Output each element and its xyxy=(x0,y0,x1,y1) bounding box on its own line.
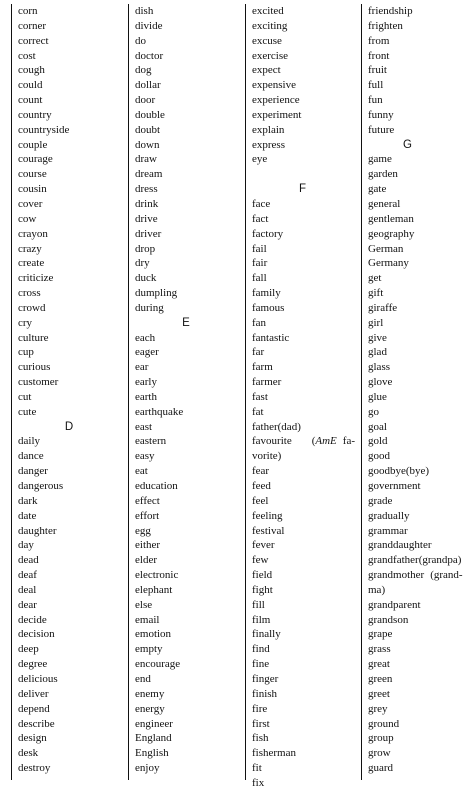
word-entry: explain xyxy=(252,123,285,136)
word-entry: finally xyxy=(252,628,281,641)
word-entry: fact xyxy=(252,212,269,225)
word-entry: doctor xyxy=(135,49,164,62)
word-entry: exercise xyxy=(252,49,289,62)
word-entry: grass xyxy=(368,643,391,656)
word-entry: dry xyxy=(135,257,150,270)
word-entry: England xyxy=(135,732,172,745)
word-entry: dear xyxy=(18,598,37,611)
word-entry: grandfather(grandpa) xyxy=(368,554,462,567)
word-entry: danger xyxy=(18,465,48,478)
word-entry: fan xyxy=(252,316,267,329)
word-entry: dress xyxy=(135,183,158,196)
word-entry: fail xyxy=(252,242,267,255)
word-entry: express xyxy=(252,138,285,151)
word-entry: couple xyxy=(18,138,48,151)
word-entry: father(dad) xyxy=(252,420,301,433)
word-entry: divide xyxy=(135,19,163,32)
word-entry: grandson xyxy=(368,613,409,626)
word-entry: day xyxy=(18,539,34,552)
word-entry: German xyxy=(368,242,404,255)
word-entry: fever xyxy=(252,539,275,552)
word-entry: destroy xyxy=(18,762,51,775)
word-entry: decide xyxy=(18,613,47,626)
word-entry: government xyxy=(368,480,421,492)
word-entry: grey xyxy=(368,702,388,715)
word-entry: funny xyxy=(368,108,394,121)
word-entry: email xyxy=(135,613,160,626)
word-entry: cut xyxy=(18,390,32,403)
word-entry: fear xyxy=(252,465,270,478)
region-label: AmE xyxy=(315,435,337,448)
word-entry: dead xyxy=(18,554,39,567)
word-entry: give xyxy=(368,331,387,344)
word-entry: face xyxy=(252,197,271,210)
word-entry: corner xyxy=(18,19,47,32)
word-entry: earth xyxy=(135,390,157,403)
word-entry: each xyxy=(135,331,156,344)
word-entry: factory xyxy=(252,227,284,240)
word-entry: cute xyxy=(18,405,37,418)
word-entry: count xyxy=(18,94,43,107)
word-entry: finger xyxy=(252,672,279,685)
word-entry: fair xyxy=(252,257,268,270)
word-entry: crowd xyxy=(18,301,46,314)
word-entry: first xyxy=(252,717,270,730)
word-entry: enjoy xyxy=(135,762,160,775)
word-entry: exciting xyxy=(252,19,288,32)
word-column-4 xyxy=(361,4,463,780)
word-entry: fall xyxy=(252,272,267,285)
section-letter: G xyxy=(403,138,412,151)
word-entry: do xyxy=(135,34,146,47)
word-column-2 xyxy=(128,4,245,780)
word-entry-favourite xyxy=(252,434,361,449)
word-entry: good xyxy=(368,450,390,463)
word-entry: east xyxy=(135,420,153,433)
word-entry: film xyxy=(252,613,271,626)
word-entry: group xyxy=(368,732,394,745)
word-entry: eye xyxy=(252,153,268,166)
paren: ( xyxy=(311,435,316,448)
word-entry: fight xyxy=(252,583,273,596)
word-entry: giraffe xyxy=(368,301,398,314)
word-entry: create xyxy=(18,257,45,270)
word-entry: ground xyxy=(368,717,400,730)
word-entry: course xyxy=(18,168,47,181)
word-entry: glad xyxy=(368,346,387,359)
word-entry: game xyxy=(368,153,392,166)
word-entry: grandparent xyxy=(368,598,421,611)
word-entry: dish xyxy=(135,5,154,17)
word-entry: effect xyxy=(135,494,160,507)
word-entry: field xyxy=(252,569,273,582)
word-entry: cough xyxy=(18,64,45,77)
word-entry: deep xyxy=(18,643,39,656)
word-entry: enemy xyxy=(135,687,165,700)
word-entry: fun xyxy=(368,94,383,107)
word-text: favourite xyxy=(252,435,292,448)
word-entry: far xyxy=(252,346,265,359)
word-entry: daughter xyxy=(18,524,57,537)
word-entry: finish xyxy=(252,687,278,700)
word-entry-grandmother xyxy=(368,568,463,583)
word-entry: frighten xyxy=(368,19,403,32)
word-entry: describe xyxy=(18,717,55,730)
word-entry: experience xyxy=(252,94,300,107)
word-entry: cry xyxy=(18,316,33,329)
word-entry: engineer xyxy=(135,717,173,730)
word-entry: fine xyxy=(252,658,270,671)
variant-text: fa- xyxy=(342,435,355,448)
word-entry: glass xyxy=(368,361,390,374)
variant-note xyxy=(312,434,355,449)
word-entry: feed xyxy=(252,480,271,492)
word-entry: either xyxy=(135,539,161,552)
word-entry: degree xyxy=(18,658,48,671)
word-entry: egg xyxy=(135,524,151,537)
word-entry: dollar xyxy=(135,79,161,92)
word-entry: end xyxy=(135,672,151,685)
word-entry: elder xyxy=(135,554,157,567)
word-entry: ear xyxy=(135,361,149,374)
word-entry: go xyxy=(368,405,379,418)
word-entry: future xyxy=(368,123,395,136)
word-entry: famous xyxy=(252,301,285,314)
word-entry: curious xyxy=(18,361,51,374)
section-letter: D xyxy=(64,420,74,433)
word-entry: cousin xyxy=(18,183,47,196)
word-entry: fat xyxy=(252,405,264,418)
word-entry-continuation: ma) xyxy=(368,583,386,596)
word-entry: find xyxy=(252,643,270,656)
word-entry: driver xyxy=(135,227,162,240)
word-entry: English xyxy=(135,747,169,760)
word-entry: door xyxy=(135,94,156,107)
word-entry: excuse xyxy=(252,34,282,47)
word-entry: corn xyxy=(18,5,38,17)
word-entry: encourage xyxy=(135,658,181,671)
word-entry: fisherman xyxy=(252,747,296,760)
word-entry: electronic xyxy=(135,569,179,582)
word-entry: cover xyxy=(18,197,43,210)
word-entry: delicious xyxy=(18,672,58,685)
word-entry: get xyxy=(368,272,382,285)
word-entry: family xyxy=(252,287,281,300)
word-entry: crayon xyxy=(18,227,48,240)
word-text: grandmother xyxy=(368,569,425,582)
word-entry: during xyxy=(135,301,164,314)
word-entry: country xyxy=(18,108,52,121)
word-entry: dream xyxy=(135,168,163,181)
word-entry: fruit xyxy=(368,64,387,77)
word-entry: decision xyxy=(18,628,55,641)
word-entry: draw xyxy=(135,153,157,166)
word-entry: energy xyxy=(135,702,165,715)
word-entry: drink xyxy=(135,197,159,210)
word-entry: grade xyxy=(368,494,393,507)
word-entry: fantastic xyxy=(252,331,290,344)
word-entry: feel xyxy=(252,494,269,507)
word-entry: grow xyxy=(368,747,391,760)
word-entry: great xyxy=(368,658,390,671)
word-entry: garden xyxy=(368,168,398,181)
word-entry: feeling xyxy=(252,509,283,522)
word-entry: girl xyxy=(368,316,384,329)
word-entry: countryside xyxy=(18,123,70,136)
word-entry: crazy xyxy=(18,242,42,255)
word-entry: green xyxy=(368,672,393,685)
word-entry: deal xyxy=(18,583,37,596)
word-entry: could xyxy=(18,79,43,92)
word-entry: dog xyxy=(135,64,152,77)
word-entry: front xyxy=(368,49,390,62)
word-entry: fish xyxy=(252,732,269,745)
word-entry: general xyxy=(368,197,401,210)
word-entry: easy xyxy=(135,450,155,463)
word-entry: correct xyxy=(18,34,49,47)
word-entry: gradually xyxy=(368,509,410,522)
word-entry: festival xyxy=(252,524,285,537)
word-entry: emotion xyxy=(135,628,172,641)
word-entry: grammar xyxy=(368,524,408,537)
word-entry: glove xyxy=(368,376,393,389)
word-entry: effort xyxy=(135,509,160,522)
section-letter: E xyxy=(182,316,190,329)
word-entry: education xyxy=(135,480,178,492)
word-entry: goodbye(bye) xyxy=(368,465,430,478)
word-entry: cross xyxy=(18,287,41,300)
word-entry: fit xyxy=(252,762,262,775)
word-entry: fill xyxy=(252,598,265,611)
spacer xyxy=(252,167,361,182)
word-entry: experiment xyxy=(252,108,302,121)
word-column-1 xyxy=(11,4,128,780)
word-entry: Germany xyxy=(368,257,409,270)
word-entry: fire xyxy=(252,702,268,715)
word-entry: cow xyxy=(18,212,37,225)
variant-text: (grand- xyxy=(430,569,463,582)
word-entry: dark xyxy=(18,494,38,507)
word-entry: cup xyxy=(18,346,34,359)
word-entry: else xyxy=(135,598,153,611)
word-entry: drive xyxy=(135,212,158,225)
word-entry: farmer xyxy=(252,376,282,389)
word-entry: culture xyxy=(18,331,49,344)
word-entry: granddaughter xyxy=(368,539,432,552)
word-entry: cost xyxy=(18,49,36,62)
word-entry: greet xyxy=(368,687,390,700)
word-entry: full xyxy=(368,79,384,92)
word-entry: eager xyxy=(135,346,159,359)
word-entry: drop xyxy=(135,242,156,255)
word-entry: date xyxy=(18,509,37,522)
word-entry: friendship xyxy=(368,5,413,17)
word-entry: geography xyxy=(368,227,415,240)
word-entry: earthquake xyxy=(135,405,184,418)
word-entry: courage xyxy=(18,153,53,166)
word-entry: dance xyxy=(18,450,44,463)
word-entry: desk xyxy=(18,747,39,760)
word-entry: down xyxy=(135,138,160,151)
word-entry: grape xyxy=(368,628,393,641)
word-entry: deliver xyxy=(18,687,49,700)
word-entry: fix xyxy=(252,776,265,789)
word-entry: doubt xyxy=(135,123,161,136)
word-entry: design xyxy=(18,732,47,745)
word-entry: guard xyxy=(368,762,394,775)
word-entry: excited xyxy=(252,5,284,17)
section-letter: F xyxy=(298,183,307,196)
word-entry: from xyxy=(368,34,390,47)
word-entry: dumpling xyxy=(135,287,178,300)
word-entry: customer xyxy=(18,376,59,389)
word-entry: gate xyxy=(368,183,387,196)
word-entry: double xyxy=(135,108,165,121)
word-entry: eat xyxy=(135,465,148,478)
word-entry: goal xyxy=(368,420,387,433)
word-entry: deaf xyxy=(18,569,37,582)
word-entry: expensive xyxy=(252,79,296,92)
word-entry: early xyxy=(135,376,157,389)
word-entry: fast xyxy=(252,390,268,403)
word-entry-continuation: vorite) xyxy=(252,450,282,463)
word-entry: gentleman xyxy=(368,212,414,225)
word-entry: glue xyxy=(368,390,387,403)
word-entry: gift xyxy=(368,287,384,300)
word-column-3 xyxy=(245,4,361,789)
word-entry: depend xyxy=(18,702,50,715)
word-entry: eastern xyxy=(135,435,167,448)
word-entry: elephant xyxy=(135,583,173,596)
word-entry: farm xyxy=(252,361,273,374)
word-entry: dangerous xyxy=(18,480,64,492)
word-entry: daily xyxy=(18,435,40,448)
word-entry: gold xyxy=(368,435,388,448)
word-entry: criticize xyxy=(18,272,54,285)
word-entry: few xyxy=(252,554,269,567)
word-entry: duck xyxy=(135,272,157,285)
word-entry: empty xyxy=(135,643,163,656)
word-entry: expect xyxy=(252,64,281,77)
